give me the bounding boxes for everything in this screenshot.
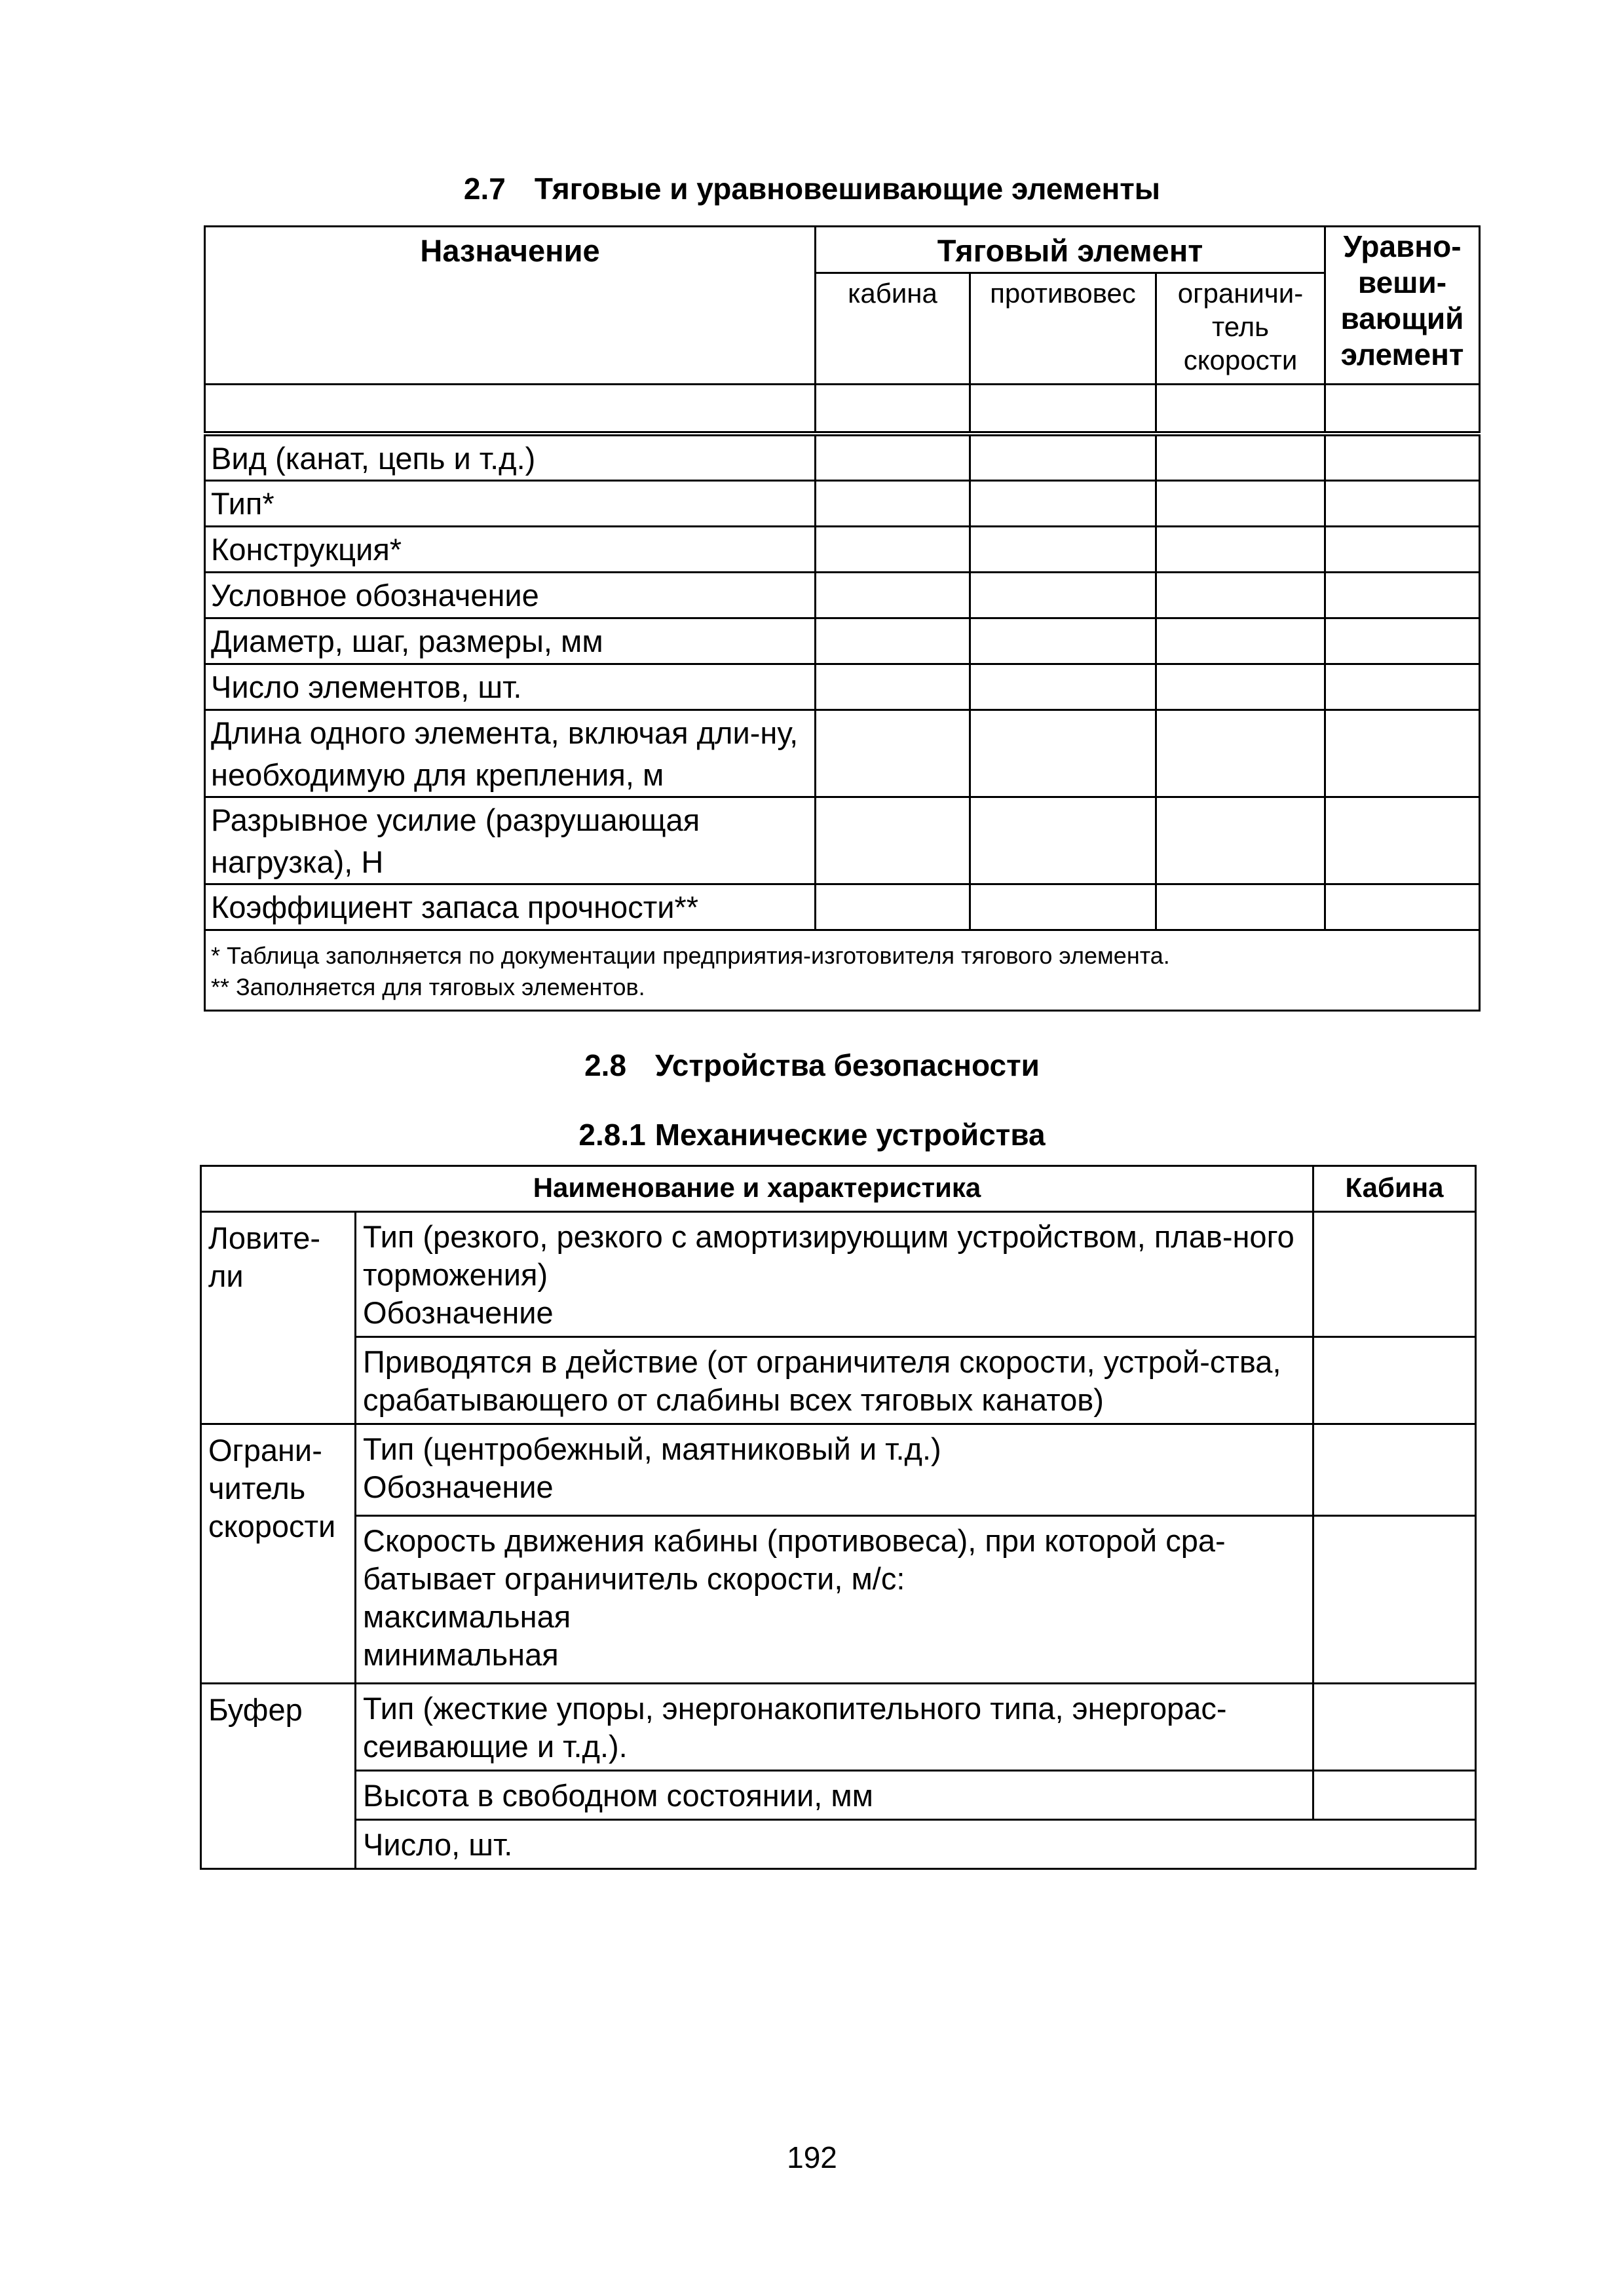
- value-cell: [816, 618, 970, 664]
- device-category: Ограни-читель скорости: [201, 1424, 356, 1684]
- value-cell: [1156, 527, 1325, 573]
- value-cell: [816, 710, 970, 797]
- table-row: [201, 1212, 1476, 1337]
- mechanical-devices-table: [200, 1165, 1477, 1870]
- footnote-row: [205, 930, 1480, 1011]
- row-label: Условное обозначение: [205, 573, 816, 618]
- value-cell: [1156, 884, 1325, 930]
- value-cell: [816, 527, 970, 573]
- value-cell: [1156, 573, 1325, 618]
- traction-elements-table: [204, 225, 1481, 1012]
- table-row: [201, 1684, 1476, 1771]
- table-row: [205, 884, 1480, 930]
- device-category: Буфер: [201, 1684, 356, 1869]
- table-row: [205, 573, 1480, 618]
- characteristic: Число, шт.: [356, 1820, 1476, 1869]
- value-cell: [1325, 434, 1480, 481]
- value-cell: [1325, 797, 1480, 884]
- value-cell: [1156, 434, 1325, 481]
- section-number: 2.8.1: [578, 1118, 646, 1152]
- value-cell: [1156, 481, 1325, 527]
- section-number: 2.7: [463, 172, 506, 206]
- value-cell: [970, 797, 1156, 884]
- cabin-value-cell: [1313, 1684, 1476, 1771]
- section-2-8-1-heading: [0, 1116, 1624, 1153]
- row-label: Коэффициент запаса прочности**: [205, 884, 816, 930]
- value-cell: [970, 884, 1156, 930]
- characteristic: Скорость движения кабины (противовеса), при которой сра-батывает ограничитель скорости, м/с: максимальная минимальная: [356, 1516, 1313, 1684]
- row-label: Вид (канат, цепь и т.д.): [205, 434, 816, 481]
- footnotes: [205, 930, 1480, 1011]
- section-2-8-heading: [0, 1047, 1624, 1084]
- cabin-value-cell: [1313, 1516, 1476, 1684]
- footnote-2: ** Заполняется для тяговых элементов.: [211, 974, 645, 1000]
- section-number: 2.8: [584, 1048, 627, 1082]
- value-cell: [970, 573, 1156, 618]
- section-title: Механические устройства: [654, 1118, 1046, 1152]
- value-cell: [816, 434, 970, 481]
- value-cell: [1156, 710, 1325, 797]
- value-cell: [970, 481, 1156, 527]
- speed-limiter-subheader: ограничи-тель скорости: [1156, 273, 1325, 385]
- row-label: Длина одного элемента, включая дли-ну, необходимую для крепления, м: [205, 710, 816, 797]
- empty-cell: [205, 385, 816, 434]
- characteristic: Высота в свободном состоянии, мм: [356, 1771, 1313, 1820]
- counterweight-subheader: противовес: [970, 273, 1156, 385]
- table-row: [205, 618, 1480, 664]
- value-cell: [1325, 618, 1480, 664]
- cabin-value-cell: [1313, 1212, 1476, 1337]
- value-cell: [1325, 664, 1480, 710]
- cabin-header: Кабина: [1313, 1166, 1476, 1212]
- table-row: [201, 1424, 1476, 1516]
- device-category: Ловите-ли: [201, 1212, 356, 1424]
- value-cell: [816, 884, 970, 930]
- value-cell: [1325, 573, 1480, 618]
- table-row: [205, 797, 1480, 884]
- table-row: [201, 1771, 1476, 1820]
- name-characteristic-header: Наименование и характеристика: [201, 1166, 1313, 1212]
- table-row: [201, 1516, 1476, 1684]
- row-label: Тип*: [205, 481, 816, 527]
- row-label: Диаметр, шаг, размеры, мм: [205, 618, 816, 664]
- table-row: [205, 527, 1480, 573]
- value-cell: [816, 481, 970, 527]
- section-title: Тяговые и уравновешивающие элементы: [534, 172, 1161, 206]
- empty-cell: [1156, 385, 1325, 434]
- purpose-header: Назначение: [205, 227, 816, 385]
- traction-element-header: Тяговый элемент: [816, 227, 1325, 273]
- value-cell: [1325, 527, 1480, 573]
- value-cell: [816, 664, 970, 710]
- row-label: Число элементов, шт.: [205, 664, 816, 710]
- value-cell: [970, 527, 1156, 573]
- value-cell: [1325, 710, 1480, 797]
- numbering-row: [205, 385, 1480, 434]
- page-number: 192: [787, 2140, 837, 2174]
- cabin-subheader: кабина: [816, 273, 970, 385]
- value-cell: [816, 573, 970, 618]
- section-title: Устройства безопасности: [655, 1048, 1040, 1082]
- value-cell: [1325, 884, 1480, 930]
- value-cell: [1156, 797, 1325, 884]
- table-row: [205, 481, 1480, 527]
- table-row: [201, 1820, 1476, 1869]
- characteristic: Тип (центробежный, маятниковый и т.д.) Обозначение: [356, 1424, 1313, 1516]
- value-cell: [970, 664, 1156, 710]
- table-row: [205, 664, 1480, 710]
- table-row: [205, 710, 1480, 797]
- characteristic: Тип (резкого, резкого с амортизирующим устройством, плав-ного торможения) Обозначение: [356, 1212, 1313, 1337]
- value-cell: [816, 797, 970, 884]
- cabin-value-cell: [1313, 1771, 1476, 1820]
- characteristic: Приводятся в действие (от ограничителя скорости, устрой-ства, срабатывающего от слабины всех тяговых канатов): [356, 1337, 1313, 1424]
- table-row: [205, 434, 1480, 481]
- empty-cell: [970, 385, 1156, 434]
- value-cell: [1156, 664, 1325, 710]
- empty-cell: [816, 385, 970, 434]
- row-label: Конструкция*: [205, 527, 816, 573]
- section-2-7-heading: [0, 170, 1624, 207]
- cabin-value-cell: [1313, 1424, 1476, 1516]
- characteristic: Тип (жесткие упоры, энергонакопительного типа, энергорас-сеивающие и т.д.).: [356, 1684, 1313, 1771]
- row-label: Разрывное усилие (разрушающая нагрузка), Н: [205, 797, 816, 884]
- balancing-element-header: Уравно-веши-вающий элемент: [1325, 227, 1480, 385]
- table-row: [201, 1337, 1476, 1424]
- footnote-1: * Таблица заполняется по документации предприятия-изготовителя тягового элемента.: [211, 942, 1170, 969]
- cabin-value-cell: [1313, 1337, 1476, 1424]
- value-cell: [1156, 618, 1325, 664]
- value-cell: [1325, 481, 1480, 527]
- value-cell: [970, 618, 1156, 664]
- empty-cell: [1325, 385, 1480, 434]
- value-cell: [970, 710, 1156, 797]
- value-cell: [970, 434, 1156, 481]
